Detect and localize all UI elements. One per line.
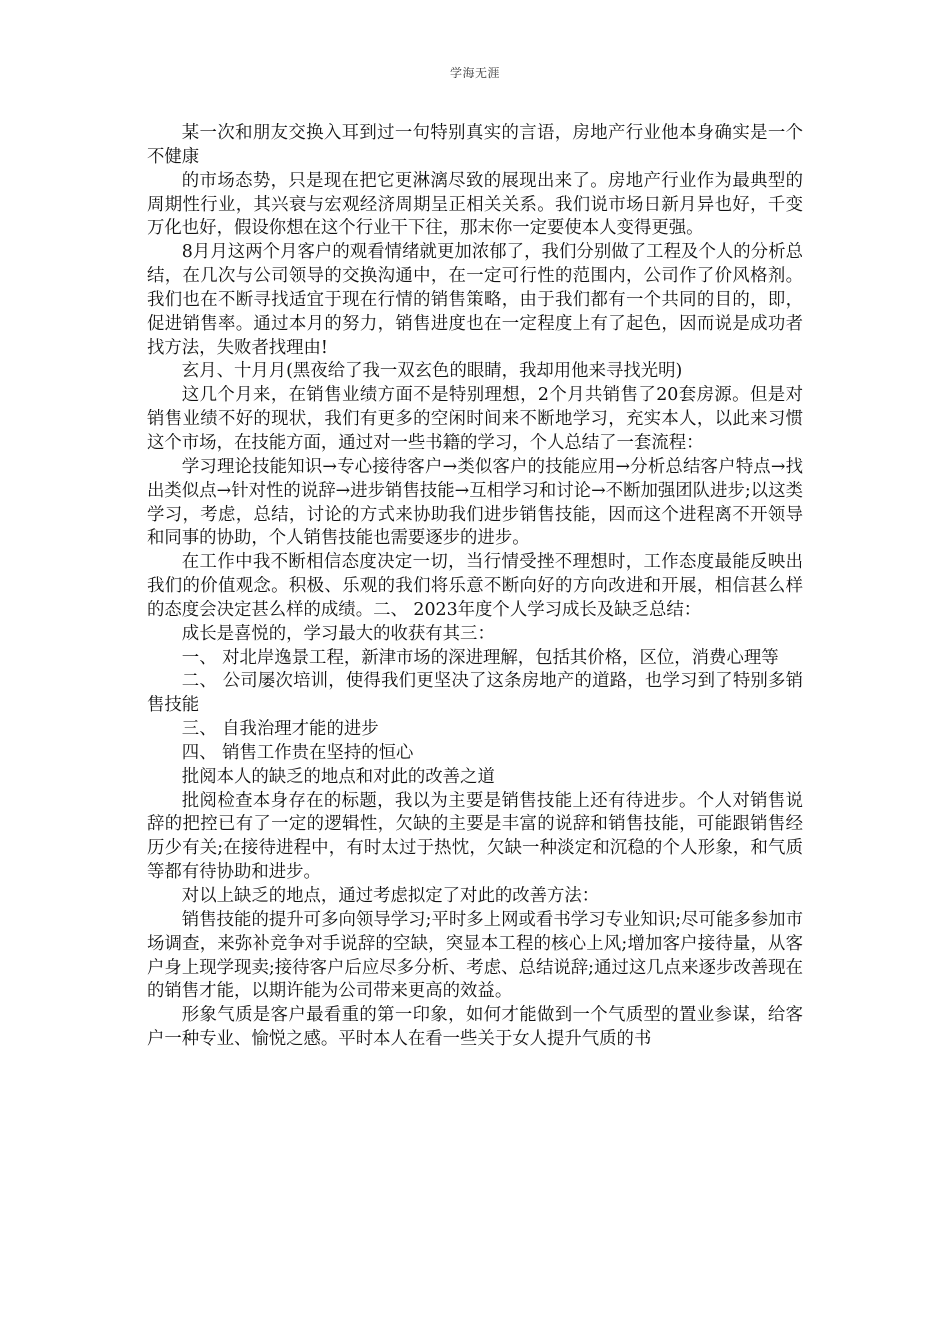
- paragraph: 批阅本人的缺乏的地点和对此的改善之道: [181, 766, 495, 787]
- paragraph: 四、 销售工作贵在坚持的恒心: [181, 742, 414, 763]
- paragraph: 某一次和朋友交换入耳到过一句特别真实的言语，房地产行业他本身确实是一个不健康: [147, 123, 803, 167]
- paragraph: 的市场态势，只是现在把它更淋漓尽致的展现出来了。房地产行业作为最典型的周期性行业，其兴衰与宏观经济周期呈正相关关系。我们说市场日新月异也好，千变万化也好，假设你想在这个行业干下往，那末你一定要使本人变得更强。: [147, 170, 803, 239]
- paragraph: 这几个月来，在销售业绩方面不是特别理想，2个月共销售了20套房源。但是对销售业绩不好的现状，我们有更多的空闲时间来不断地学习，充实本人，以此来习惯这个市场，在技能方面，通过对一些书籍的学习，个人总结了一套流程：: [147, 385, 803, 453]
- paragraph: 销售技能的提升可多向领导学习;平时多上网或看书学习专业知识;尽可能多参加市场调查，来弥补竞争对手说辞的空缺，突显本工程的核心上风;增加客户接待量，从客户身上现学现卖;接待客户后应尽多分析、考虑、总结说辞;通过这几点来逐步改善现在的销售才能，以期许能为公司带来更高的效益。: [147, 909, 803, 1002]
- paragraph: 学习理论技能知识→专心接待客户→类似客户的技能应用→分析总结客户特点→找出类似点→针对性的说辞→进步销售技能→互相学习和讨论→不断加强团队进步;以这类学习，考虑，总结，讨论的方式来协助我们进步销售技能，因而这个进程离不开领导和同事的协助，个人销售技能也需要逐步的进步。: [147, 456, 803, 549]
- document-body: [147, 122, 803, 1052]
- paragraph: 在工作中我不断相信态度决定一切，当行情受挫不理想时，工作态度最能反映出我们的价值观念。积极、乐观的我们将乐意不断向好的方向改进和开展，相信甚么样的态度会决定甚么样的成绩。二、 2023年度个人学习成长及缺乏总结：: [147, 552, 803, 620]
- paragraph: 成长是喜悦的，学习最大的收获有其三：: [181, 623, 495, 644]
- paragraph: 三、 自我治理才能的进步: [181, 719, 379, 740]
- page-header: 学海无涯: [449, 66, 500, 80]
- paragraph: 二、 公司屡次培训，使得我们更坚决了这条房地产的道路，也学习到了特别多销售技能: [147, 671, 803, 716]
- paragraph: 8月月这两个月客户的观看情绪就更加浓郁了，我们分别做了工程及个人的分析总结，在几次与公司领导的交换沟通中，在一定可行性的范围内，公司作了价风格剂。我们也在不断寻找适宜于现在行情的销售策略，由于我们都有一个共同的目的，即，促进销售率。通过本月的努力，销售进度也在一定程度上有了起色，因而说是成功者找方法，失败者找理由!: [147, 242, 803, 358]
- paragraph: 一、 对北岸逸景工程，新津市场的深进理解，包括其价格，区位，消费心理等: [181, 647, 779, 668]
- paragraph: 形象气质是客户最看重的第一印象，如何才能做到一个气质型的置业参谋，给客户一种专业、愉悦之感。平时本人在看一些关于女人提升气质的书: [147, 1005, 803, 1050]
- paragraph: 玄月、十月月(黑夜给了我一双玄色的眼睛，我却用他来寻找光明): [181, 361, 683, 382]
- paragraph: 批阅检查本身存在的标题，我以为主要是销售技能上还有待进步。个人对销售说辞的把控已有了一定的逻辑性，欠缺的主要是丰富的说辞和销售技能，可能跟销售经历少有关;在接待进程中，有时太过于热忱，欠缺一种淡定和沉稳的个人形象，和气质等都有待协助和进步。: [147, 790, 803, 883]
- paragraph: 对以上缺乏的地点，通过考虑拟定了对此的改善方法：: [181, 886, 600, 906]
